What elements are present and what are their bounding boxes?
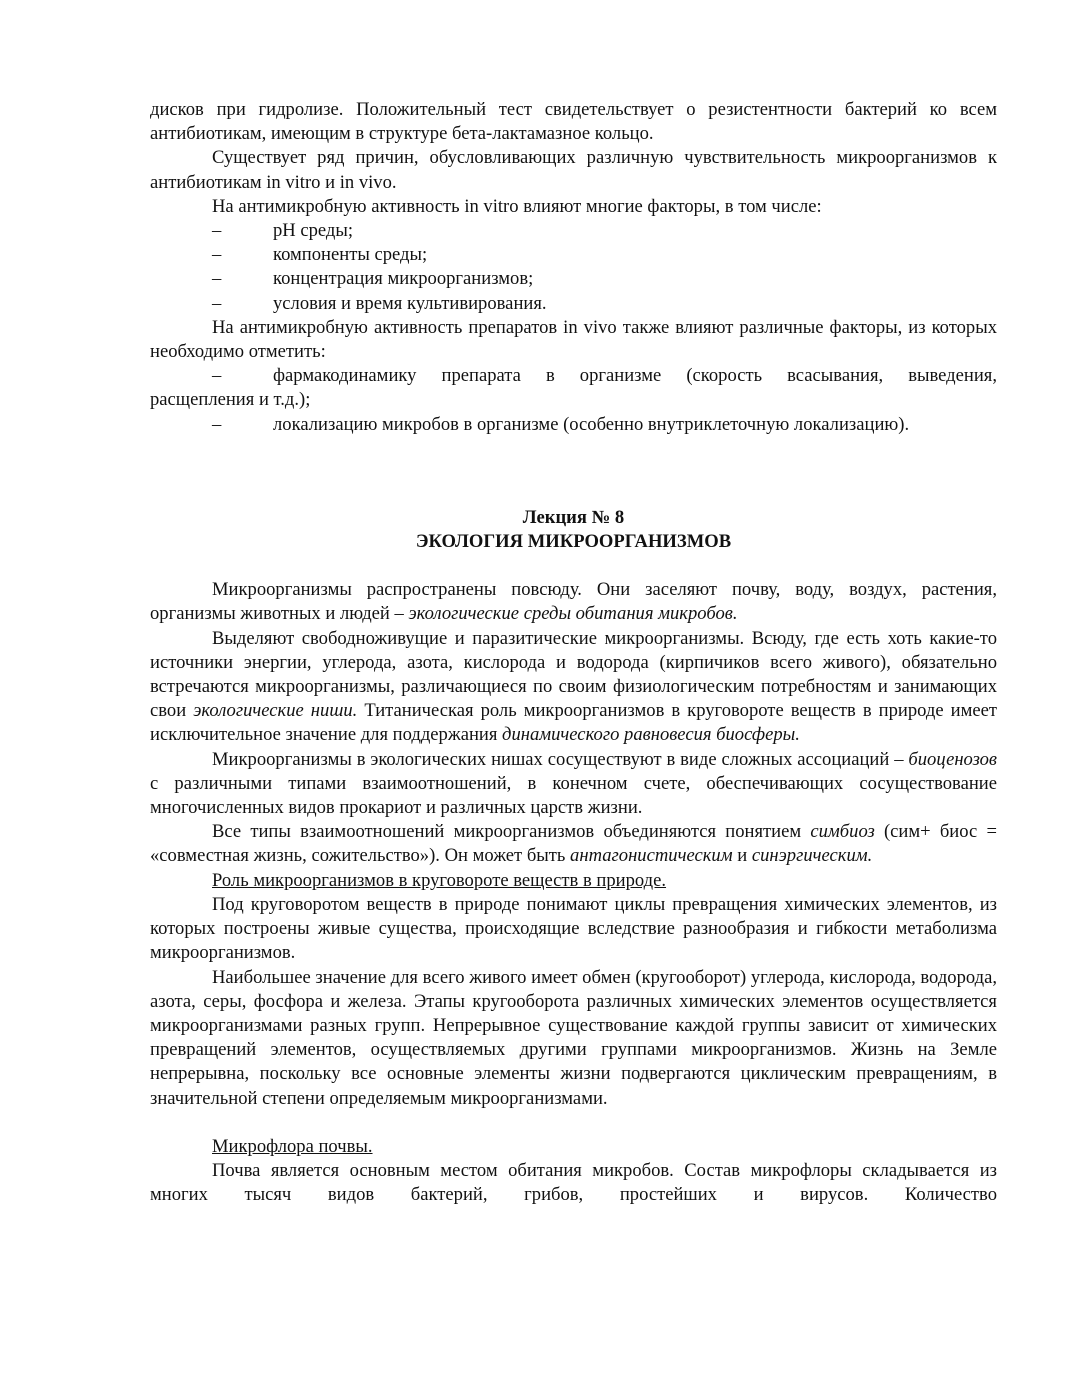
list-item-text: условия и время культивирования. [273,292,547,314]
italic-term: экологические ниши. [193,700,358,722]
list-dash: – [212,268,222,290]
list-item-text: компоненты среды; [273,244,428,266]
text-run: (сим+ биос = «совместная жизнь, сожительство»). Он может быть [150,821,997,867]
lecture-number: Лекция № 8 [522,506,625,528]
list-dash: – [212,244,222,266]
italic-term: антагонистическим [570,845,733,867]
text-run: Микроорганизмы в экологических нишах сосуществуют в виде сложных ассоциаций – [212,748,909,770]
text-run: Микроорганизмы распространены повсюду. Они заселяют почву, воду, воздух, растения, организмы животных и людей – [150,579,997,625]
italic-term: симбиоз [810,821,875,843]
body-paragraph-2 [150,627,997,748]
spacer [150,1111,997,1135]
section-heading-text: Роль микроорганизмов в круговороте веществ в природе. [212,869,667,891]
lecture-title: ЭКОЛОГИЯ МИКРООРГАНИЗМОВ [415,531,732,553]
text-run: и [732,845,752,867]
body-paragraph-3 [150,748,997,821]
intro-paragraph-4: На антимикробную активность препаратов in vivo также влияют различные факторы, из которых необходимо отметить: [150,316,997,363]
list-dash: – [212,220,222,242]
lecture-heading [150,506,997,554]
list-item-wrapped [150,364,997,412]
italic-term: синэргическим. [751,845,873,867]
body-paragraph-6: Наибольшее значение для всего живого имеет обмен (кругооборот) углерода, кислорода, водорода, азота, серы, фосфора и железа. Этапы кругооборота различных химических элементов осуществляется микроорганизмами разных групп. Непрерывное существование каждой группы зависит от химических превращений элементов, осуществляемых другими группами микроорганизмов. Жизнь на Земле непрерывна, поскольку все основные элементы жизни подвергаются циклическим превращениям, в значительной степени определяемым микроорганизмами. [150,966,997,1109]
list-item-text: локализацию микробов в организме (особенно внутриклеточную локализацию). [273,413,910,435]
text-run: Все типы взаимоотношений микроорганизмов объединяются понятием [212,821,811,843]
section-heading-text: Микрофлора почвы. [212,1135,373,1157]
text-run: Выделяют свободноживущие и паразитические микроорганизмы. Всюду, где есть хоть какие-то источники энергии, углерода, азота, кислорода и водорода (кирпичиков всего живого), обязательно встречаются микроорганизмы, различающиеся по своим физиологическим потребностям и занимающих свои [150,627,997,722]
body-paragraph-7: Почва является основным местом обитания микробов. Состав микрофлоры складывается из многих тысяч видов бактерий, грибов, простейших и вирусов. Количество [150,1159,997,1206]
list-item-continuation: расщепления и т.д.); [150,389,311,411]
list-item [150,292,997,316]
document-page [150,98,997,1207]
list-item-text: рН среды; [273,220,354,242]
text-run: Титаническая роль микроорганизмов в круговороте веществ в природе имеет исключительное значение для поддержания [150,700,997,746]
list-item-first-line [150,364,997,388]
list-dash: – [212,292,222,314]
list-dash: – [212,365,222,387]
list-item-text: фармакодинамику препарата в организме (скорость всасывания, выведения, [273,365,997,387]
intro-paragraph-2: Существует ряд причин, обусловливающих различную чувствительность микроорганизмов к антибиотикам in vitro и in vivo. [150,147,997,193]
intro-paragraph-3: На антимикробную активность in vitro влияют многие факторы, в том числе: [212,195,822,217]
list-dash: – [212,413,222,435]
spacer [150,437,997,506]
spacer [150,554,997,578]
section-heading-soil [150,1135,997,1159]
list-item [150,267,997,291]
italic-term: экологические среды обитания микробов. [408,603,738,625]
list-item [150,243,997,267]
text-run: с различными типами взаимоотношений, в конечном счете, обеспечивающих сосуществование многочисленных видов прокариот и различных царств жизни. [150,772,997,819]
intro-paragraph-1: дисков при гидролизе. Положительный тест свидетельствует о резистентности бактерий ко всем антибиотикам, имеющим в структуре бета-лактамазное кольцо. [150,99,997,145]
list-item [150,413,997,437]
italic-term: динамического равновесия биосферы. [502,724,800,746]
italic-term: биоценозов [908,748,997,770]
list-item-text: концентрация микроорганизмов; [273,268,534,290]
list-item [150,219,997,243]
body-paragraph-5: Под круговоротом веществ в природе понимают циклы превращения химических элементов, из которых построены живые существа, происходящие вследствие разнообразия и гибкости метаболизма микроорганизмов. [150,893,997,964]
body-paragraph-4 [150,820,997,868]
body-paragraph-1 [150,578,997,626]
section-heading-cycle [150,869,997,893]
